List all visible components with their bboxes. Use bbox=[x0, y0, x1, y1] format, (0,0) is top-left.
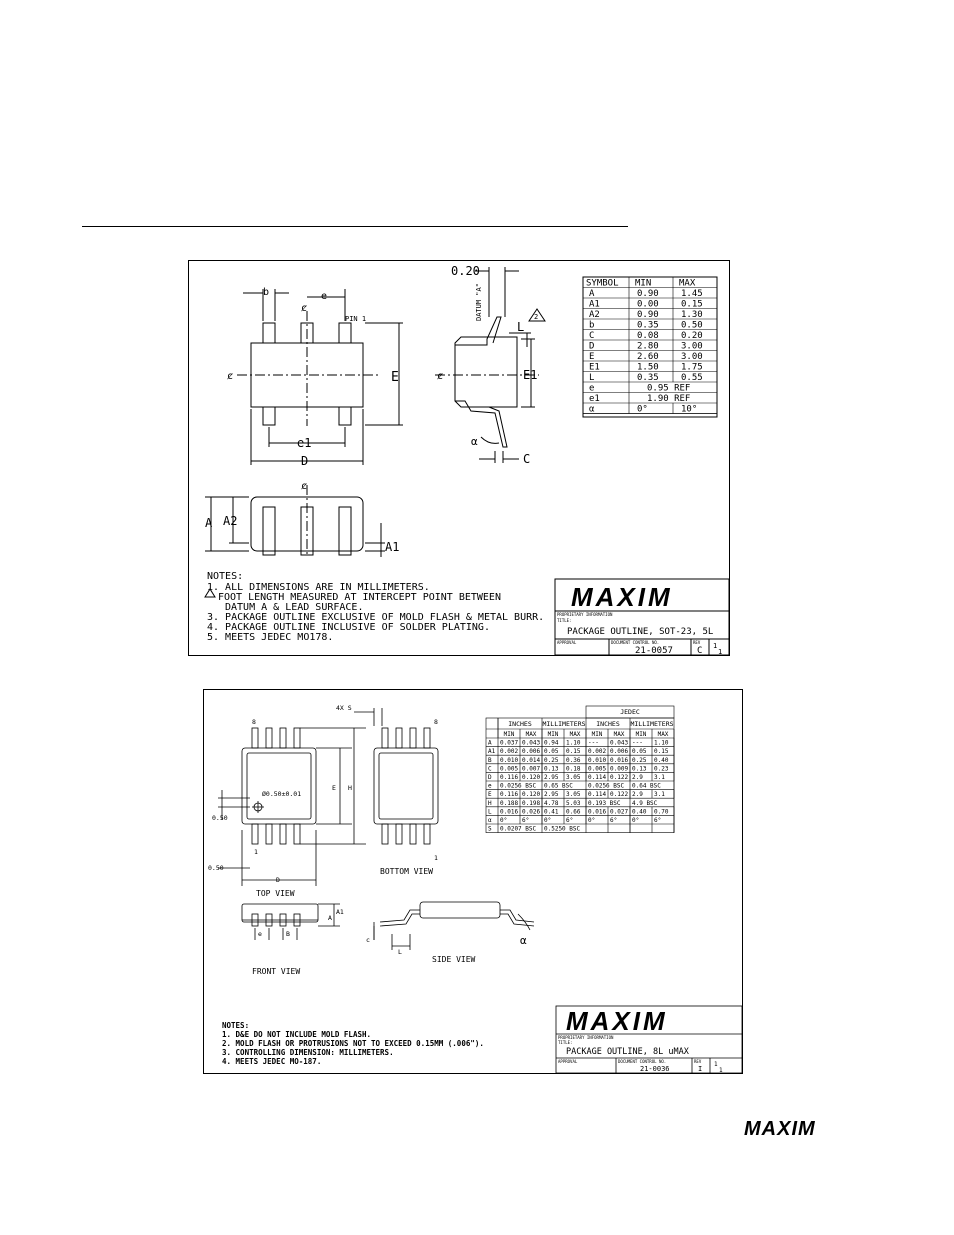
sot23-drawing bbox=[188, 260, 730, 656]
table-header: MAX bbox=[679, 278, 696, 289]
table-cell: 3.05 bbox=[566, 774, 581, 781]
centerline-mark: ȼ bbox=[437, 371, 444, 382]
table-max: 1.75 bbox=[681, 362, 703, 373]
table-max: 1.45 bbox=[681, 289, 703, 299]
note-line: 3. PACKAGE OUTLINE EXCLUSIVE OF MOLD FLASH & METAL BURR. bbox=[207, 612, 545, 623]
table-cell: 0.0256 BSC bbox=[500, 782, 537, 790]
umax-body-top bbox=[242, 748, 316, 824]
dim-L: L bbox=[517, 320, 525, 334]
table-cell: 0.05 bbox=[632, 748, 647, 756]
table-cell: 5.03 bbox=[566, 799, 581, 807]
table-cell: 0.005 bbox=[588, 765, 607, 773]
dim-e: e bbox=[321, 291, 328, 302]
table-symbol: B bbox=[488, 756, 492, 764]
table-cell: 0.40 bbox=[654, 756, 669, 764]
proprietary-label: PROPRIETARY INFORMATION bbox=[558, 1035, 614, 1040]
table-min: 0.08 bbox=[637, 331, 659, 341]
table-cell: 6° bbox=[566, 817, 574, 824]
sheet-num: 1 bbox=[714, 1061, 718, 1068]
note-line: 5. MEETS JEDEC MO178. bbox=[207, 632, 334, 643]
table-max: 1.30 bbox=[681, 310, 703, 320]
table-symbol: α bbox=[488, 817, 492, 824]
dim-c: c bbox=[366, 936, 370, 944]
table-cell: 3.1 bbox=[654, 774, 665, 781]
side-view-label: SIDE VIEW bbox=[432, 955, 476, 964]
table-cell: 0.006 bbox=[522, 748, 541, 756]
table-cell: 0.014 bbox=[522, 756, 541, 764]
table-cell: 4.78 bbox=[544, 799, 559, 807]
table-symbol: C bbox=[589, 331, 595, 341]
sub-header: MAX bbox=[657, 731, 669, 738]
table-symbol: E bbox=[488, 791, 492, 799]
table-cell: 0° bbox=[632, 817, 640, 824]
note-line: 3. CONTROLLING DIMENSION: MILLIMETERS. bbox=[222, 1048, 394, 1057]
table-cell: 0.65 BSC bbox=[544, 782, 573, 790]
group-header: MILLIMETERS bbox=[630, 720, 674, 728]
table-min: 0.00 bbox=[637, 299, 659, 310]
centerline-mark: ȼ bbox=[301, 481, 308, 492]
dim-E: E bbox=[332, 784, 336, 792]
dim-C: C bbox=[523, 452, 531, 466]
table-cell: 0° bbox=[544, 817, 552, 824]
dim-L: L bbox=[398, 948, 402, 956]
table-cell: 0.116 bbox=[500, 774, 519, 781]
table-max: 3.00 bbox=[681, 341, 703, 352]
pin-8-label: 8 bbox=[252, 718, 256, 726]
table-cell: 0.36 bbox=[566, 756, 581, 764]
table-cell: 0.0256 BSC bbox=[588, 782, 625, 790]
dim-alpha: α bbox=[520, 934, 527, 947]
table-cell: 0.026 bbox=[522, 808, 541, 816]
table-cell: 4.9 BSC bbox=[632, 799, 658, 807]
table-cell: --- bbox=[588, 739, 599, 747]
umax-notes bbox=[222, 1021, 484, 1066]
centerline-mark: ȼ bbox=[227, 371, 234, 382]
table-symbol: e1 bbox=[589, 394, 600, 404]
table-cell: 0.15 bbox=[654, 748, 669, 756]
approval-label: APPROVAL bbox=[558, 1059, 578, 1064]
table-cell: 0.122 bbox=[610, 774, 629, 781]
sub-header: MAX bbox=[613, 731, 625, 738]
table-cell: 0.010 bbox=[500, 756, 519, 764]
table-cell: 0.120 bbox=[522, 774, 541, 781]
doc-control-label: DOCUMENT CONTROL NO. bbox=[611, 640, 660, 645]
table-min: 0.35 bbox=[637, 373, 659, 383]
rev-label: REV bbox=[693, 640, 701, 645]
umax-svg bbox=[204, 690, 742, 1073]
dim-alpha: α bbox=[471, 435, 478, 448]
table-min: 0° bbox=[637, 404, 648, 415]
table-cell: 0.70 bbox=[654, 808, 669, 816]
table-symbol: A bbox=[488, 739, 492, 747]
maxim-logo: MAXIM bbox=[571, 582, 673, 612]
table-cell: 0.114 bbox=[588, 774, 607, 781]
table-cell: 0.188 bbox=[500, 799, 519, 807]
note-line: NOTES: bbox=[207, 571, 244, 582]
table-cell: 0.64 BSC bbox=[632, 782, 661, 790]
table-symbol: A1 bbox=[589, 299, 600, 310]
bottom-view-label: BOTTOM VIEW bbox=[380, 867, 433, 876]
table-max: 0.50 bbox=[681, 320, 703, 331]
table-cell: 0.25 bbox=[632, 756, 647, 764]
sub-header: MAX bbox=[525, 731, 537, 738]
maxim-logo: MAXIM bbox=[566, 1006, 668, 1036]
rev-label: REV bbox=[694, 1059, 702, 1064]
umax-body-side bbox=[420, 902, 500, 918]
table-symbol: A2 bbox=[589, 310, 600, 320]
table-min: 0.35 bbox=[637, 320, 659, 331]
proprietary-label: PROPRIETARY INFORMATION bbox=[557, 612, 613, 617]
table-symbol: α bbox=[589, 404, 595, 415]
table-cell: 0.94 bbox=[544, 739, 559, 747]
dim-D: D bbox=[276, 876, 280, 884]
jedec-header: JEDEC bbox=[620, 708, 640, 716]
table-ref: 1.90 REF bbox=[647, 394, 691, 404]
sub-header: MAX bbox=[569, 731, 581, 738]
dim-E1: E1 bbox=[523, 368, 538, 382]
top-view-label: TOP VIEW bbox=[256, 889, 295, 898]
note-line: 4. MEETS JEDEC MO-187. bbox=[222, 1057, 322, 1066]
table-header: SYMBOL bbox=[586, 278, 619, 289]
table-cell: 2.9 bbox=[632, 774, 643, 781]
table-cell: 6° bbox=[522, 817, 530, 824]
sot23-notes bbox=[207, 571, 544, 643]
table-min: 2.80 bbox=[637, 341, 659, 352]
pin1-label: PIN 1 bbox=[345, 315, 367, 323]
table-cell: 0.016 bbox=[500, 808, 519, 816]
lead bbox=[339, 323, 351, 343]
table-min: 2.60 bbox=[637, 352, 659, 362]
sot23-dimension-table bbox=[583, 277, 717, 415]
dim-A1: A1 bbox=[336, 908, 344, 916]
table-cell: 0.5250 BSC bbox=[544, 825, 581, 833]
dim-E: E bbox=[391, 370, 399, 385]
dim-A: A bbox=[328, 914, 332, 922]
dim-e: e bbox=[258, 930, 262, 938]
table-symbol: L bbox=[589, 373, 595, 383]
table-cell: --- bbox=[632, 739, 643, 747]
table-cell: 0.122 bbox=[610, 791, 629, 799]
table-cell: 2.95 bbox=[544, 774, 559, 781]
table-symbol: D bbox=[488, 774, 492, 781]
table-max: 10° bbox=[681, 404, 698, 415]
dim-A1: A1 bbox=[385, 540, 400, 554]
table-cell: 1.10 bbox=[566, 739, 581, 747]
dim-050: 0.50 bbox=[208, 864, 224, 872]
table-cell: 0° bbox=[588, 817, 596, 824]
table-min: 1.50 bbox=[637, 362, 659, 373]
table-cell: 2.9 bbox=[632, 791, 643, 799]
table-cell: 0.043 bbox=[522, 739, 541, 747]
table-cell: 0.13 bbox=[544, 765, 559, 773]
table-cell: 0.41 bbox=[544, 808, 559, 816]
note-line: 1. D&E DO NOT INCLUDE MOLD FLASH. bbox=[222, 1030, 372, 1039]
dim-A2: A2 bbox=[223, 514, 238, 528]
table-cell: 3.1 bbox=[654, 791, 665, 799]
table-cell: 0.009 bbox=[610, 765, 629, 773]
umax-body-bottom bbox=[374, 748, 438, 824]
dim-D: D bbox=[301, 454, 309, 468]
doc-number: 21-0036 bbox=[640, 1065, 670, 1073]
rev-value: C bbox=[697, 646, 703, 655]
table-cell: 2.95 bbox=[544, 791, 559, 799]
table-cell: 0.120 bbox=[522, 791, 541, 799]
note-line: FOOT LENGTH MEASURED AT INTERCEPT POINT BETWEEN bbox=[218, 592, 501, 603]
table-min: 0.90 bbox=[637, 289, 659, 299]
dim-A: A bbox=[205, 516, 213, 530]
table-symbol: e bbox=[589, 383, 595, 394]
table-symbol: A bbox=[589, 289, 595, 299]
table-cell: 0.0207 BSC bbox=[500, 825, 537, 833]
table-cell: 0.05 bbox=[544, 748, 559, 756]
table-symbol: e bbox=[488, 782, 492, 790]
doc-number: 21-0057 bbox=[635, 646, 673, 655]
note-line: 2. MOLD FLASH OR PROTRUSIONS NOT TO EXCEED 0.15MM (.006"). bbox=[222, 1039, 484, 1048]
sub-header: MIN bbox=[503, 731, 515, 738]
table-symbol: D bbox=[589, 341, 595, 352]
sheet-den: 1 bbox=[718, 648, 723, 655]
umax-drawing bbox=[203, 689, 743, 1074]
sub-header: MIN bbox=[635, 731, 647, 738]
table-cell: 0.005 bbox=[500, 765, 519, 773]
maxim-footer-text: MAXIM bbox=[744, 1118, 816, 1138]
table-cell: 3.05 bbox=[566, 791, 581, 799]
front-view-label: FRONT VIEW bbox=[252, 967, 301, 976]
sub-header: MIN bbox=[547, 731, 559, 738]
lead bbox=[263, 323, 275, 343]
table-symbol: A1 bbox=[488, 748, 496, 756]
group-header: INCHES bbox=[596, 720, 620, 728]
table-max: 0.15 bbox=[681, 299, 703, 310]
dim-4xs: 4X S bbox=[336, 704, 352, 712]
note-line: DATUM A & LEAD SURFACE. bbox=[225, 602, 364, 613]
table-min: 0.90 bbox=[637, 310, 659, 320]
table-header: MIN bbox=[635, 278, 652, 289]
note-line: 1. ALL DIMENSIONS ARE IN MILLIMETERS. bbox=[207, 582, 430, 593]
table-max: 3.00 bbox=[681, 352, 703, 362]
dim-dia: Ø0.50±0.01 bbox=[262, 790, 302, 798]
sub-header: MIN bbox=[591, 731, 603, 738]
table-max: 0.20 bbox=[681, 331, 703, 341]
table-cell: 0.007 bbox=[522, 765, 541, 773]
pin-1-label: 1 bbox=[434, 854, 438, 862]
table-cell: 0.25 bbox=[544, 756, 559, 764]
table-ref: 0.95 REF bbox=[647, 383, 691, 394]
sot23-svg bbox=[189, 261, 729, 655]
lead bbox=[263, 507, 275, 555]
umax-title-block bbox=[558, 1006, 723, 1073]
lead bbox=[339, 407, 351, 425]
table-cell: 1.10 bbox=[654, 739, 669, 747]
table-cell: 0.18 bbox=[566, 765, 581, 773]
title-label: TITLE: bbox=[557, 618, 572, 623]
group-header: INCHES bbox=[508, 720, 532, 728]
dim-050: 0.50 bbox=[212, 814, 228, 822]
page-rule bbox=[82, 226, 628, 227]
table-cell: 0.15 bbox=[566, 748, 581, 756]
sot23-title-block bbox=[555, 579, 729, 655]
table-cell: 0.016 bbox=[588, 808, 607, 816]
table-cell: 0.043 bbox=[610, 739, 629, 747]
note2-mark: 2 bbox=[534, 313, 539, 321]
table-cell: 0.002 bbox=[588, 748, 607, 756]
drawing-title: PACKAGE OUTLINE, 8L uMAX bbox=[566, 1047, 689, 1057]
table-cell: 0.198 bbox=[522, 799, 541, 807]
umax-dimension-table bbox=[486, 706, 674, 833]
sheet-den: 1 bbox=[719, 1067, 723, 1073]
table-cell: 0.23 bbox=[654, 765, 669, 773]
maxim-footer-logo bbox=[744, 1118, 854, 1138]
sheet-num: 1 bbox=[713, 642, 718, 650]
drawing-title: PACKAGE OUTLINE, SOT-23, 5L bbox=[567, 627, 714, 637]
table-cell: 0.027 bbox=[610, 808, 629, 816]
table-cell: 0.193 BSC bbox=[588, 799, 621, 807]
table-symbol: E bbox=[589, 352, 595, 362]
approval-label: APPROVAL bbox=[557, 640, 577, 645]
table-symbol: C bbox=[488, 765, 492, 773]
dim-H: H bbox=[348, 784, 352, 792]
table-cell: 0.010 bbox=[588, 756, 607, 764]
table-symbol: b bbox=[589, 320, 595, 331]
datum-label: DATUM "A" bbox=[475, 283, 483, 321]
table-symbol: L bbox=[488, 808, 492, 816]
table-cell: 0.016 bbox=[610, 756, 629, 764]
dim-e1: e1 bbox=[297, 436, 312, 450]
table-cell: 0.006 bbox=[610, 748, 629, 756]
pin-8-label: 8 bbox=[434, 718, 438, 726]
pin-1-label: 1 bbox=[254, 848, 258, 856]
lead bbox=[339, 507, 351, 555]
dim-b: b bbox=[263, 287, 270, 298]
table-cell: 0.114 bbox=[588, 791, 607, 799]
rev-value: I bbox=[698, 1065, 703, 1073]
sot23-body-side bbox=[455, 337, 517, 407]
note-line: 4. PACKAGE OUTLINE INCLUSIVE OF SOLDER PLATING. bbox=[207, 622, 490, 633]
lead bbox=[263, 407, 275, 425]
table-cell: 0.13 bbox=[632, 765, 647, 773]
centerline-mark: ȼ bbox=[301, 303, 308, 314]
table-cell: 0.116 bbox=[500, 791, 519, 799]
note-line: NOTES: bbox=[222, 1021, 250, 1030]
table-cell: 6° bbox=[610, 817, 618, 824]
dim-B: B bbox=[286, 930, 290, 938]
title-label: TITLE: bbox=[558, 1040, 573, 1045]
table-cell: 6° bbox=[654, 817, 662, 824]
table-cell: 0.037 bbox=[500, 739, 519, 747]
doc-control-label: DOCUMENT CONTROL NO. bbox=[618, 1059, 667, 1064]
table-symbol: H bbox=[488, 799, 492, 807]
table-cell: 0.002 bbox=[500, 748, 519, 756]
dim-0.20: 0.20 bbox=[451, 264, 480, 278]
table-symbol: S bbox=[488, 825, 492, 833]
table-cell: 0.66 bbox=[566, 808, 581, 816]
group-header: MILLIMETERS bbox=[542, 720, 586, 728]
table-max: 0.55 bbox=[681, 373, 703, 383]
table-symbol: E1 bbox=[589, 362, 600, 373]
table-cell: 0.40 bbox=[632, 808, 647, 816]
table-cell: 0° bbox=[500, 817, 508, 824]
